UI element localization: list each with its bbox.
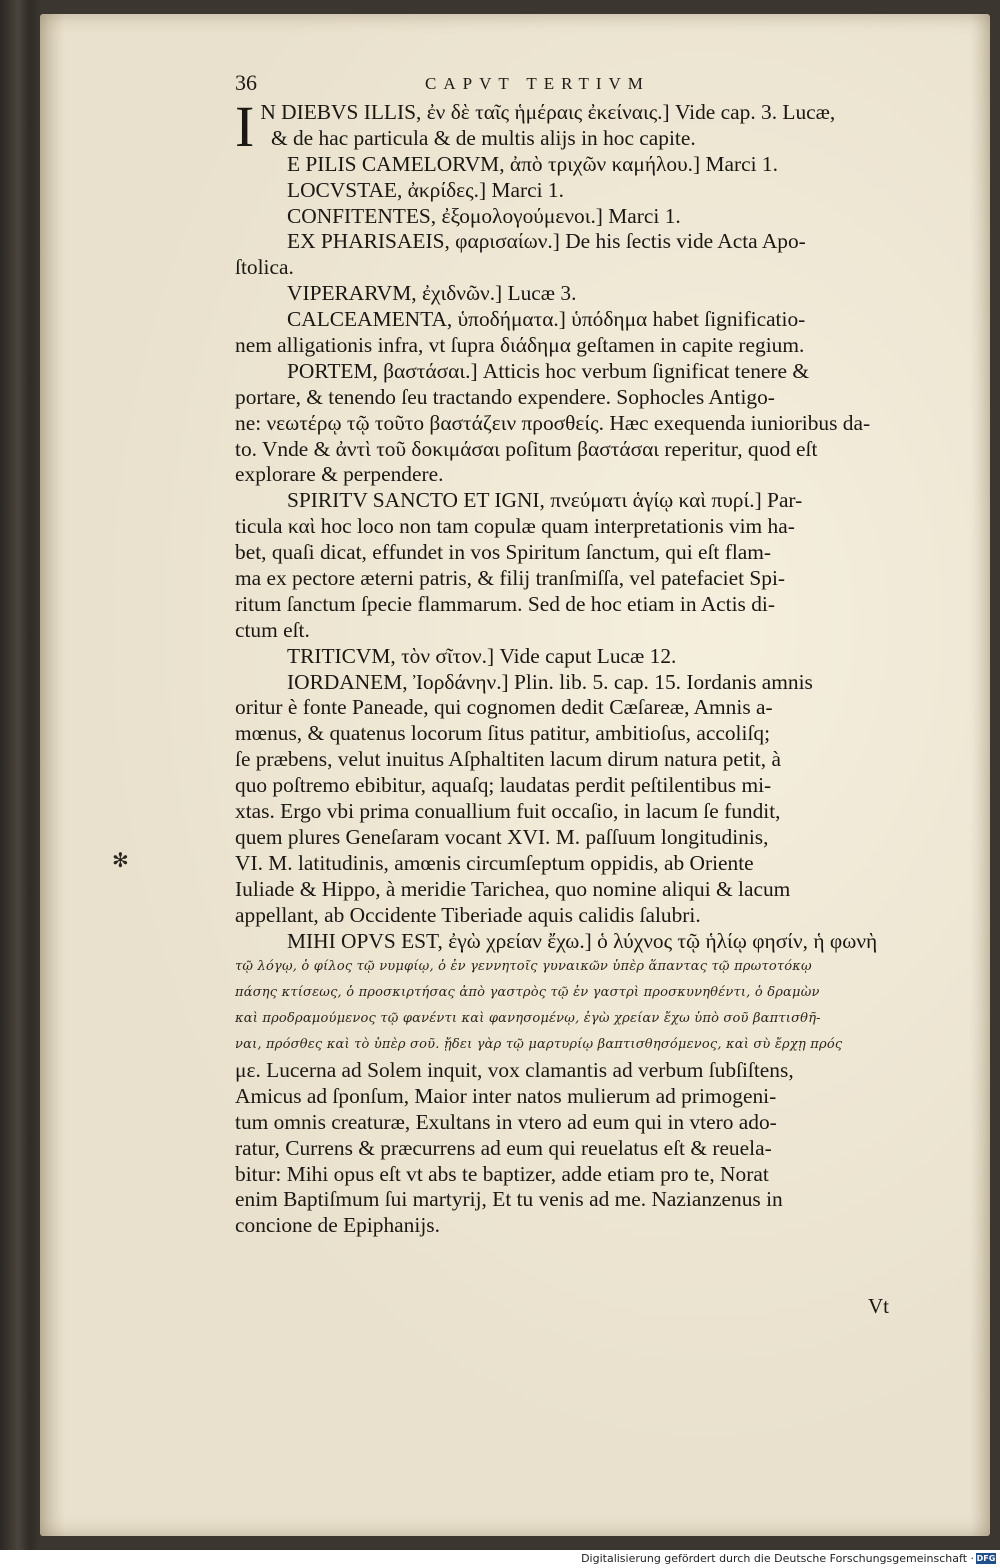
text-line: ma ex pectore æterni patris, & filij tranſmiſſa, vel patefaciet Spi- (235, 566, 786, 591)
text-line: tum omnis creaturæ, Exultans in vtero ad eum qui in vtero ado- (235, 1109, 777, 1134)
catchword: Vt (868, 1294, 889, 1318)
text-line: bet, quaſi dicat, effundet in vos Spiritum ſanctum, qui eſt flam- (235, 540, 772, 565)
text-line: quem plures Geneſaram vocant XVI. M. paſſuum longitudinis, (235, 824, 769, 849)
text-line: oritur è fonte Paneade, qui cognomen dedit Cæſareæ, Amnis a- (235, 695, 773, 720)
text-line: TRITICVM, τὸν σῖτον.] Vide caput Lucæ 12. (287, 643, 677, 668)
text-line: E PILIS CAMELORVM, ἀπὸ τριχῶν καμήλου.] Marci 1. (287, 151, 778, 176)
text-line: SPIRITV SANCTO ET IGNI, πνεύματι ἁγίῳ καὶ πυρί.] Par- (287, 488, 803, 513)
text-line: ctum eſt. (235, 617, 310, 642)
text-line: concione de Epiphanijs. (235, 1213, 440, 1238)
text-line: portare, & tenendo ſeu tractando expendere. Sophocles Antigo- (235, 384, 775, 409)
text-line: ſtolica. (235, 255, 294, 280)
text-line: CALCEAMENTA, ὑποδήματα.] ὑπόδημα habet ſignificatio- (287, 307, 806, 332)
digitization-footer (0, 1550, 1000, 1568)
text-line: LOCVSTAE, ἀκρίδες.] Marci 1. (287, 177, 564, 202)
running-head (235, 70, 915, 100)
text-line: ne: νεωτέρῳ τῷ τοῦτο βαστάζειν προσθείς. Hæc exequenda iunioribus da- (235, 410, 871, 435)
text-line: EX PHARISAEIS, φαρισαίων.] De his ſectis vide Acta Apo- (287, 229, 806, 254)
text-line: PORTEM, βαστάσαι.] Atticis hoc verbum ſignificat tenere & (287, 358, 810, 383)
text-line: ticula καὶ hoc loco non tam copulæ quam interpretationis vim ha- (235, 514, 795, 539)
text-line: to. Vnde & ἀντὶ τοῦ δοκιμάσαι poſitum βαστάσαι reperitur, quod eſt (235, 436, 818, 461)
text-line: CONFITENTES, ἐξομολογούμενοι.] Marci 1. (287, 203, 681, 228)
text-line: quo poſtremo ebibitur, aquaſq; laudatas perdit peſtilentibus mi- (235, 773, 772, 798)
text-line: Iuliade & Hippo, à meridie Tarichea, quo nomine aliqui & lacum (235, 876, 791, 901)
text-line: VI. M. latitudinis, amœnis circumſeptum oppidis, ab Oriente (235, 850, 754, 875)
chapter-title: CAPVT TERTIVM (425, 74, 650, 93)
text-line: IORDANEM, Ἰορδάνην.] Plin. lib. 5. cap. 15. Iordanis amnis (287, 669, 813, 694)
greek-line: καὶ προδραμούμενος τῷ φανέντι καὶ φανησομένῳ, ἐγὼ χρείαν ἔχω ὑπὸ σοῦ βαπτισθῆ- (235, 1011, 821, 1027)
greek-line: τῷ λόγῳ, ὁ φίλος τῷ νυμφίῳ, ὁ ἐν γεννητοῖς γυναικῶν ὑπὲρ ἅπαντας τῷ πρωτοτόκῳ (235, 959, 812, 975)
text-line: ratur, Currens & præcurrens ad eum qui reuelatus eſt & reuela- (235, 1135, 772, 1160)
greek-line: πάσης κτίσεως, ὁ προσκιρτήσας ἀπὸ γαστρὸς τῷ ἐν γαστρὶ προσκυνηθέντι, ὁ δραμὼν (235, 985, 820, 1001)
text-line: I N DIEBVS ILLIS, ἐν δὲ ταῖς ἡμέραις ἐκείναις.] Vide cap. 3. Lucæ, (235, 94, 836, 159)
text-line: Amicus ad ſponſum, Maior inter natos mulierum ad primogeni- (235, 1083, 777, 1108)
text-line: appellant, ab Occidente Tiberiade aquis calidis ſalubri. (235, 902, 701, 927)
margin-ornament: ✻ (112, 848, 129, 872)
text-line: bitur: Mihi opus eſt vt abs te baptizer, adde etiam pro te, Norat (235, 1161, 769, 1186)
page-number: 36 (235, 70, 257, 95)
text-line: ritum ſanctum ſpecie flammarum. Sed de hoc etiam in Actis di- (235, 591, 775, 616)
text-line: xtas. Ergo vbi prima conuallium fuit occaſio, in lacum ſe fundit, (235, 799, 781, 824)
dfg-logo: DFG (976, 1554, 996, 1563)
text-line: enim Baptiſmum ſui martyrij, Et tu venis ad me. Nazianzenus in (235, 1187, 783, 1212)
main-text (235, 94, 915, 1239)
text-line: VIPERARVM, ἐχιδνῶν.] Lucæ 3. (287, 281, 577, 306)
drop-initial: I (235, 94, 255, 159)
funding-credit: Digitalisierung gefördert durch die Deutsche Forschungsgemeinschaft · (581, 1552, 974, 1565)
text-line: nem alligationis infra, vt ſupra διάδημα geſtamen in capite regium. (235, 333, 805, 358)
text-line: mœnus, & quatenus locorum ſitus patitur, ambitioſus, accoliſq; (235, 721, 771, 746)
text-line: explorare & perpendere. (235, 462, 444, 487)
text-line: MIHI OPVS EST, ἐγὼ χρείαν ἔχω.] ὁ λύχνος τῷ ἡλίῳ φησίν, ἡ φωνὴ (287, 928, 878, 953)
text-line: με. Lucerna ad Solem inquit, vox clamantis ad verbum ſubſiſtens, (235, 1057, 794, 1082)
greek-line: ναι, πρόσθες καὶ τὸ ὑπὲρ σοῦ. ᾔδει γὰρ τῷ μαρτυρίῳ βαπτισθησόμενος, καὶ σὺ ἔρχῃ πρός (235, 1037, 843, 1053)
text-line: & de hac particula & de multis alijs in hoc capite. (271, 125, 696, 150)
text-line: ſe præbens, velut inuitus Aſphaltiten lacum dirum natura petit, à (235, 747, 781, 772)
